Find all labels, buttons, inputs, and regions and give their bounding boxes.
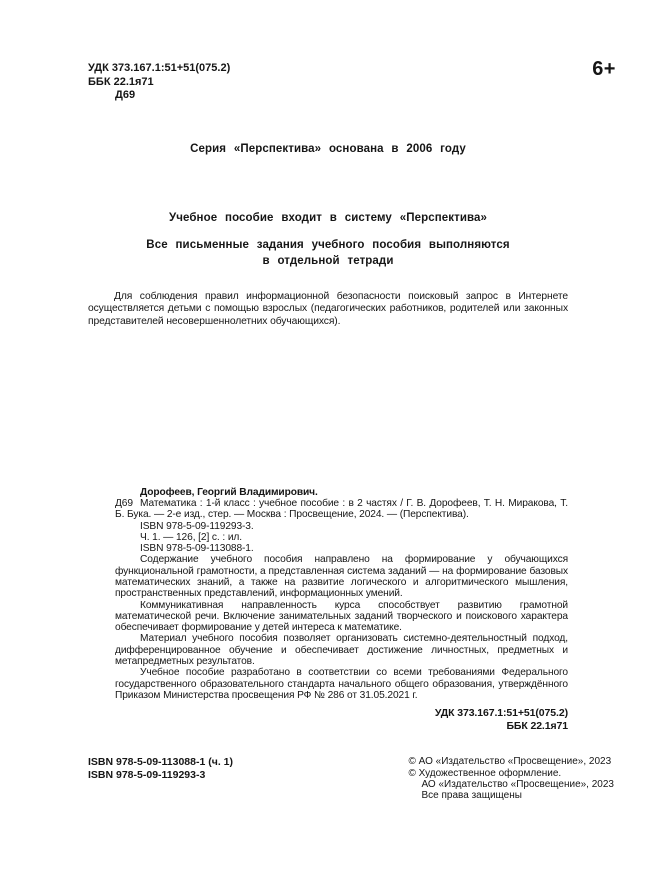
biblio-author-sign: Д69 (115, 497, 133, 509)
isbn-series-line: ISBN 978-5-09-119293-3. (140, 520, 254, 532)
udk-code-right: УДК 373.167.1:51+51(075.2) (434, 707, 568, 720)
bibliographic-block (115, 487, 568, 733)
copyright-line: Все права защищены (421, 790, 522, 802)
biblio-entry (115, 498, 568, 521)
isbn-part-line: ISBN 978-5-09-113088-1. (140, 543, 254, 555)
copyright-line: © Художественное оформление. (408, 767, 562, 779)
biblio-author: Дорофеев, Георгий Владимирович. (140, 486, 318, 498)
copyright-line: © АО «Издательство «Просвещение», 2023 (408, 756, 612, 768)
annotation (115, 554, 568, 701)
biblio-entry-text: Математика : 1-й класс : учебное пособие : в 2 частях / Г. В. Дорофеев, Т. Н. Миракова, Т. Б. Бука. — 2-е изд., стер. — Москва : Просвещение, 2024. — (Перспектива). (115, 497, 568, 521)
copyright-line: АО «Издательство «Просвещение», 2023 (421, 779, 614, 791)
annotation-paragraph: Материал учебного пособия позволяет организовать системно-деятельностный подход, дифференцированное обучение и обеспечивает достижение личностных, предметных и метапредметных результатов. (115, 633, 568, 668)
footer-isbn-block (88, 756, 233, 782)
notebook-notice (88, 237, 568, 269)
system-heading: Учебное пособие входит в систему «Перспектива» (168, 211, 488, 224)
udk-code: УДК 373.167.1:51+51(075.2) (88, 62, 231, 74)
page-footer (88, 756, 614, 802)
bbk-code: ББК 22.1я71 (88, 75, 154, 88)
copyright-block (408, 756, 614, 802)
age-rating-badge: 6+ (592, 58, 616, 80)
notebook-notice-line2: в отдельной тетради (262, 254, 394, 267)
safety-note: Для соблюдения правил информационной безопасности поисковый запрос в Интернете осуществляется детьми с помощью взрослых (педагогических работников, родителей или законных представителей несовершеннолетних обучающихся). (88, 290, 568, 327)
footer-isbn-line2: ISBN 978-5-09-119293-3 (88, 769, 206, 782)
notebook-notice-line1: Все письменные задания учебного пособия выполняются (146, 238, 510, 251)
part-line: Ч. 1. — 126, [2] с. : ил. (140, 531, 242, 543)
classification-codes-right (115, 707, 568, 732)
classification-codes (88, 62, 568, 103)
author-sign: Д69 (115, 89, 136, 101)
annotation-paragraph: Коммуникативная направленность курса способствует развитию грамотной математической речи. Включение занимательных заданий творческого и поискового характера обеспечивает формирование у детей интереса к математике. (115, 599, 568, 634)
series-heading: Серия «Перспектива» основана в 2006 году (190, 142, 466, 155)
annotation-paragraph: Учебное пособие разработано в соответствии со всеми требованиями Федерального государственного образовательного стандарта начального общего образования, утверждённого Приказом Министерства просвещения РФ № 286 от 31.05.2021 г. (115, 667, 568, 701)
footer-isbn-line1: ISBN 978-5-09-113088-1 (ч. 1) (88, 756, 234, 769)
annotation-paragraph: Содержание учебного пособия направлено на формирование у обучающихся функциональной грамотности, а представленная система заданий — на формирование базовых математических знаний, а также на развитие логического и алгоритмического мышления, пространственных представлений, информационных умений. (115, 554, 568, 600)
bbk-code-right: ББК 22.1я71 (506, 719, 568, 732)
